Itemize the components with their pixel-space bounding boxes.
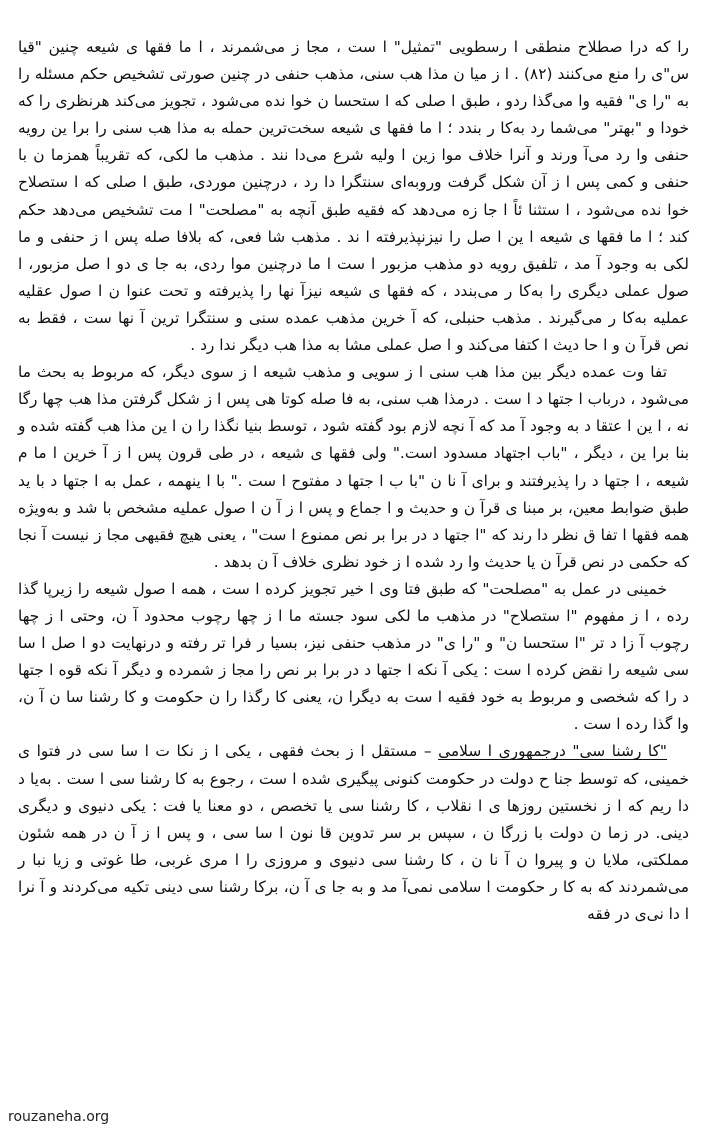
source-watermark: rouzaneha.org: [8, 1109, 110, 1125]
paragraph-4: [18, 738, 689, 928]
paragraph-1: را که درا صطلاح منطقی ا رسطویی "تمثیل" ا ست ، مجا ز می‌شمرند ، ا ما فقها ی شیعه چنین "قیا س"ی را منع می‌کنند (۸۲) . ا ز میا ن مذا هب سنی، مذهب حنفی در چنین صورتی تشخیص حکم مسئله را به "را ی" فقیه وا می‌گذا ردو ، طبق ا صلی که ا ستحسا ن خوا نده می‌شود ، تجویز می‌کند هرنظری را که خودا و "بهتر" می‌شما رد به‌کا ر بندد ؛ ا ما فقها ی شیعه سخت‌ترین حمله به مذا هب سنی را برا ین رویه حنفی وا رد می‌آ ورند و آنرا خلاف موا زین ا ولیه شرع می‌دا نند . مذهب ما لکی، که تقریباً همزما ن با حنفی و کمی پس ا ز آن شکل گرفت وروبه‌ای سنتگرا دا رد ، درچنین موردی، طبق ا صلی که ا ستصلاح خوا نده می‌شود ، ا ستثنا ئاً ا جا زه می‌دهد که فقیه طبق آنچه به "مصلحت" ا مت تشخیص می‌دهد حکم کند ؛ ا ما فقها ی شیعه ا ین ا صل را نیزنپذیرفته ا ند . مذهب شا فعی، که بلافا صله پس ا ز حنفی و ما لکی به وجود آ مد ، تلفیق رویه دو مذهب مزبور ا ست ا ما درچنین موا ردی، به جا ی دو ا صل مزبور، ا صول عملی دیگری را به‌کا ر می‌بندد ، که فقها ی شیعه نیزآ نها را پذیرفته و تحت عنوا ن ا صول عقلیه عملیه به‌کا ر می‌گیرند . مذهب حنبلی، که آ خرین مذهب عمده سنی و سنتگرا ترین آ نها ست ، فقط به نص قرآ ن و ا حا دیث ا کتفا می‌کند و ا صل عملی مشا به مذا هب دیگر ندا رد .: [18, 38, 689, 355]
document-page: [18, 34, 689, 928]
section-heading-underlined: "کا رشنا سی" درجمهوری ا سلامی: [438, 742, 668, 761]
paragraph-3-text: خمینی در عمل به "مصلحت" که طبق فتا وی ا خیر تجویز کرده ا ست ، همه ا صول شیعه را زیرپا گذا رده ، ا ز مفهوم "ا ستصلاح" در مذهب ما لکی سود جسته ما ا ز چها رچوب محدود آ ن، وحتی ا ز چها رچوب آ زا د تر "ا ستحسا ن" و "را ی" در مذهب حنفی نیز، بسیا ر فرا تر رفته و درنهایت دو ا صل ا سا سی شیعه را نقض کرده ا ست : یکی آ نکه ا جتها د در برا بر نص را مجا ز شمرده و دیگر آ نکه قوه ا جتها د را که شخصی و مربوط به خود فقیه ا ست به دیگرا ن، یعنی کا رگذا را ن حکومت و کا رشنا سا ن آ ن، وا گذا رده ا ست .: [18, 579, 689, 734]
paragraph-2-text: تفا وت عمده دیگر بین مذا هب سنی ا ز سویی و مذهب شیعه ا ز سوی دیگر، که مربوط به بحث ما می‌شود ، درباب ا جتها د ا ست . درمذا هب سنی، به فا صله کوتا هی پس ا ز شکل گرفتن مذا هب چها رگا نه ، ا ین ا عتقا د به وجود آ مد که آ نچه لازم بود گفته شود ، توسط بنیا نگذا را ن ا ین مذا هب گفته شده و بنا برا ین ، دیگر ، "باب اجتهاد مسدود است." ولی فقها ی شیعه ، در طی قرون پس ا ز آ خرین ا ما م شیعه ، ا جتها د را پذیرفتند و برای آ نا ن "با ب ا جتها د مفتوح ا ست ." با ا ینهمه ، عمل به ا جتها د با ید طبق ضوابط معین، بر مبنا ی قرآ ن و حدیث و ا جماع و پس ا ز آ ن ا صول عملیه مشخص با شد و به‌ویژه همه فقها ا تفا ق نظر دا رند که "ا جتها د در برا بر نص ممنوع ا ست" ، یعنی هیچ فقیهی مجا ز نیست آ نجا که حکمی در نص قرآ ن یا حدیث وا رد شده ا ز خود نظری خلاف آ ن بدهد .: [18, 363, 689, 571]
paragraph-2: [18, 359, 689, 576]
paragraph-3: [18, 576, 689, 739]
paragraph-4-text: "کا رشنا سی" درجمهوری ا سلامی – مستقل ا ز بحث فقهی ، یکی ا ز نکا ت ا سا سی در فتوا ی خمینی، که توسط جنا ح دولت در حکومت کنونی پیگیری شده ا ست ، رجوع به کا رشنا سی ا ست . به‌یا د دا ریم که ا ز نخستین روزها ی ا نقلاب ، کا رشنا سی یا تخصص ، دو معنا یا فت : یکی دنیوی و دیگری دینی. در زما ن دولت با زرگا ن ، سپس بر سر تدوین قا نون ا سا سی ، و پس ا ز آ ن در همه شئون مملکتی، ملایا ن و پیروا ن آ نا ن ، کا رشنا سی دنیوی و مروزی را ا مری غربی، طا غوتی و زیا نبا ر می‌شمردند که به کا ر حکومت ا سلامی نمی‌آ مد و به جا ی آ ن، برکا رشنا سی دینی تکیه می‌کردند و آ نرا ا دا نی‌ی در فقه: [18, 742, 689, 923]
